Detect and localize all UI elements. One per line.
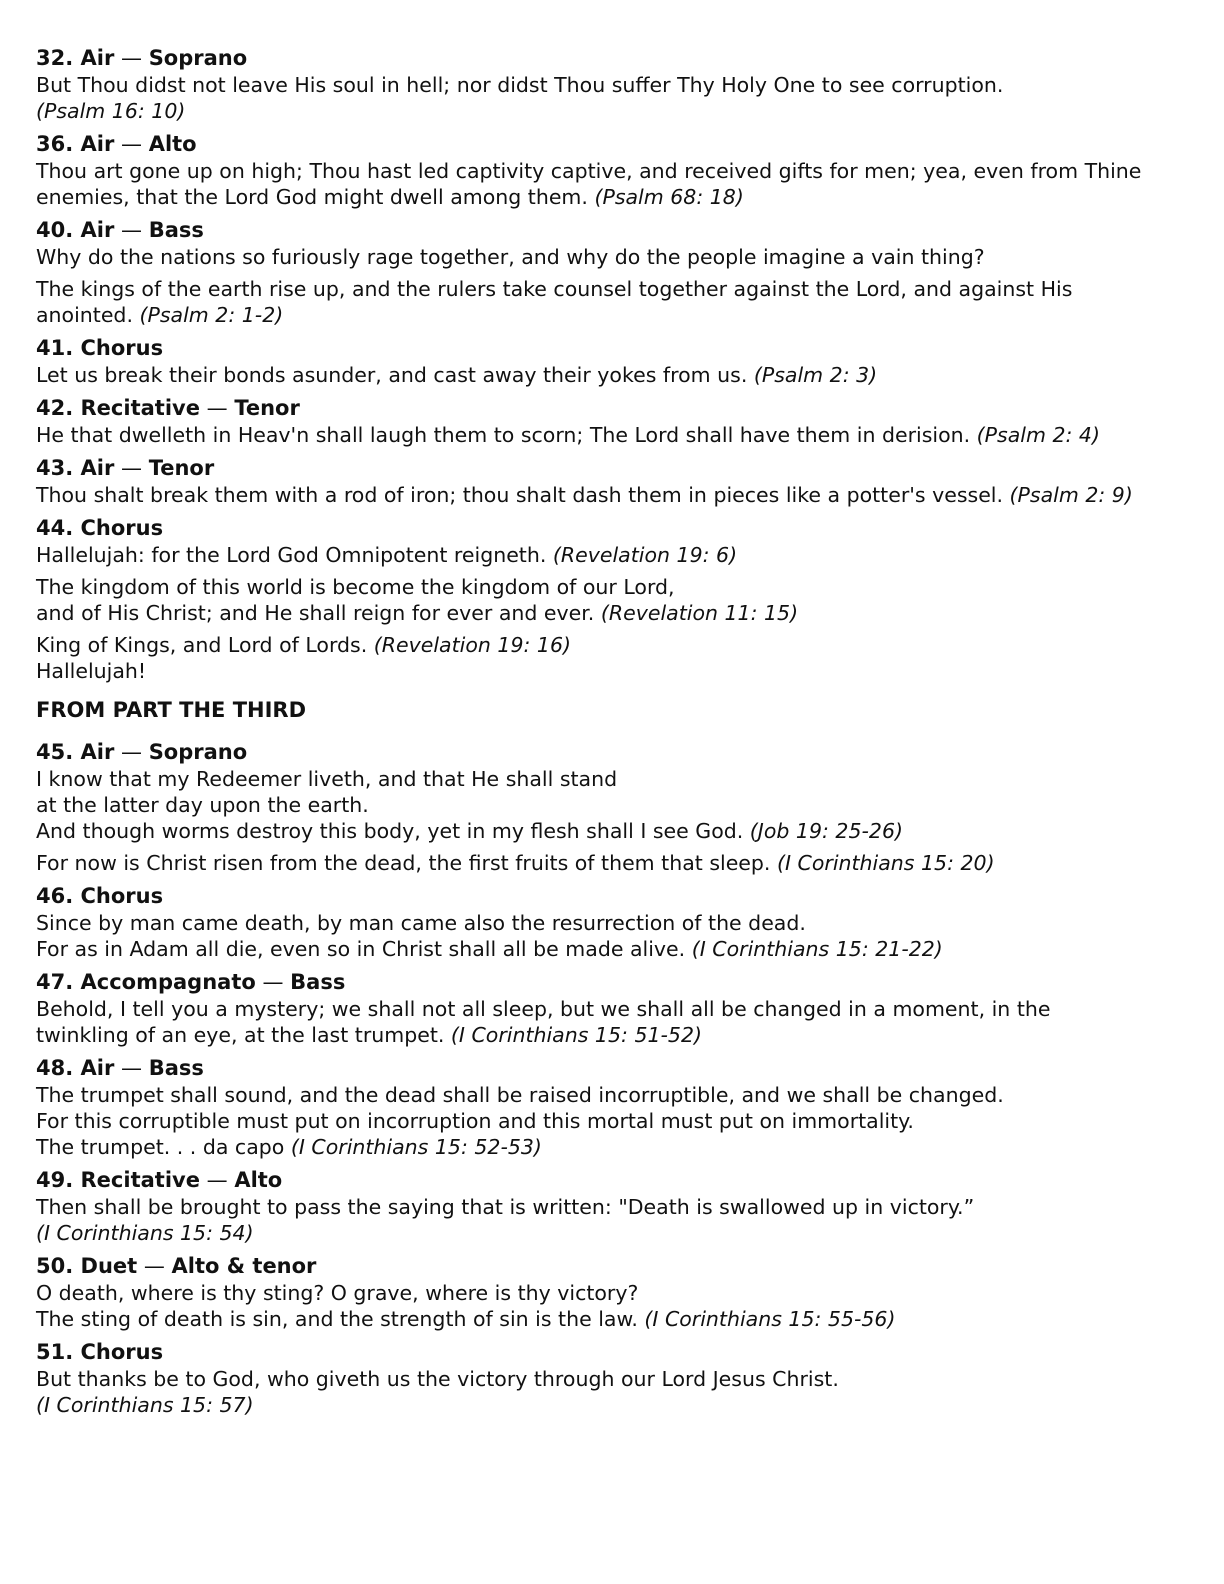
lyric-line	[36, 996, 1194, 1022]
movement-heading	[36, 1166, 1194, 1194]
movement-heading	[36, 334, 1194, 362]
lyric-line	[36, 1280, 1194, 1306]
movement-number: 32. Air	[36, 46, 115, 70]
scripture-reference: (I Corinthians 15: 57)	[36, 1393, 254, 1417]
scripture-reference: (Psalm 2: 1-2)	[139, 303, 284, 327]
lyric-text: For this corruptible must put on incorruption and this mortal must put on immortality.	[36, 1109, 914, 1133]
heading-separator: —	[137, 1254, 172, 1278]
movement-heading	[36, 394, 1194, 422]
scripture-reference: (I Corinthians 15: 20)	[776, 851, 995, 875]
lyric-line	[36, 600, 1194, 626]
movement-entry	[36, 216, 1194, 328]
heading-separator: —	[114, 1056, 149, 1080]
scripture-reference: (Revelation 11: 15)	[600, 601, 799, 625]
lyric-line	[36, 1194, 1194, 1220]
lyric-paragraph	[36, 1194, 1194, 1246]
voice-part: Bass	[148, 1056, 204, 1080]
movement-heading	[36, 44, 1194, 72]
lyric-text: Behold, I tell you a mystery; we shall not all sleep, but we shall all be changed in a moment, in the	[36, 997, 1051, 1021]
movement-number: 49. Recitative	[36, 1168, 200, 1192]
lyric-line	[36, 72, 1194, 98]
lyric-text: Hallelujah: for the Lord God Omnipotent reigneth.	[36, 543, 547, 567]
movement-number: 48. Air	[36, 1056, 115, 1080]
lyric-paragraph	[36, 72, 1194, 124]
lyric-line	[36, 1366, 1194, 1392]
scripture-reference: (Psalm 2: 4)	[976, 423, 1100, 447]
lyric-paragraph	[36, 766, 1194, 844]
lyric-line	[36, 1392, 1194, 1418]
movement-heading	[36, 1054, 1194, 1082]
lyric-line	[36, 792, 1194, 818]
lyric-line	[36, 244, 1194, 270]
lyric-paragraph	[36, 362, 1194, 388]
scripture-reference: (I Corinthians 15: 51-52)	[450, 1023, 703, 1047]
lyric-line	[36, 1134, 1194, 1160]
movement-number: 44. Chorus	[36, 516, 164, 540]
voice-part: Soprano	[148, 46, 248, 70]
heading-separator: —	[114, 46, 149, 70]
scripture-reference: (Revelation 19: 6)	[552, 543, 738, 567]
lyric-text: Thou shalt break them with a rod of iron; thou shalt dash them in pieces like a potter's vessel.	[36, 483, 1004, 507]
lyric-paragraph	[36, 632, 1194, 684]
lyric-line	[36, 658, 1194, 684]
voice-part: Alto & tenor	[171, 1254, 317, 1278]
heading-separator: —	[114, 740, 149, 764]
lyric-paragraph	[36, 422, 1194, 448]
movement-number: 46. Chorus	[36, 884, 164, 908]
movement-heading	[36, 968, 1194, 996]
movement-heading	[36, 514, 1194, 542]
movement-heading	[36, 1252, 1194, 1280]
lyric-text: For as in Adam all die, even so in Christ shall all be made alive.	[36, 937, 686, 961]
movement-entry	[36, 130, 1194, 210]
lyric-paragraph	[36, 158, 1194, 210]
scripture-reference: (I Corinthians 15: 21-22)	[691, 937, 943, 961]
movement-number: 41. Chorus	[36, 336, 164, 360]
lyric-line	[36, 1082, 1194, 1108]
libretto-part-three	[36, 738, 1194, 1418]
lyric-line	[36, 98, 1194, 124]
lyric-line	[36, 482, 1194, 508]
lyric-line	[36, 818, 1194, 844]
section-title: FROM PART THE THIRD	[36, 698, 307, 722]
movement-number: 42. Recitative	[36, 396, 200, 420]
lyric-text: I know that my Redeemer liveth, and that He shall stand	[36, 767, 618, 791]
lyric-line	[36, 936, 1194, 962]
lyric-paragraph	[36, 910, 1194, 962]
movement-number: 47. Accompagnato	[36, 970, 256, 994]
lyric-text: And though worms destroy this body, yet in my flesh shall I see God.	[36, 819, 744, 843]
lyric-text: King of Kings, and Lord of Lords.	[36, 633, 368, 657]
voice-part: Soprano	[148, 740, 248, 764]
movement-entry	[36, 968, 1194, 1048]
movement-heading	[36, 130, 1194, 158]
movement-entry	[36, 1252, 1194, 1332]
lyric-text: The trumpet shall sound, and the dead shall be raised incorruptible, and we shall be changed.	[36, 1083, 1004, 1107]
lyric-line	[36, 850, 1194, 876]
lyric-text: O death, where is thy sting? O grave, where is thy victory?	[36, 1281, 639, 1305]
lyric-line	[36, 184, 1194, 210]
lyric-text: But thanks be to God, who giveth us the victory through our Lord Jesus Christ.	[36, 1367, 839, 1391]
scripture-reference: (Psalm 68: 18)	[594, 185, 744, 209]
heading-separator: —	[114, 456, 149, 480]
lyric-line	[36, 1108, 1194, 1134]
voice-part: Alto	[234, 1168, 283, 1192]
lyric-text: He that dwelleth in Heav'n shall laugh them to scorn; The Lord shall have them in derision.	[36, 423, 971, 447]
lyric-text: and of His Christ; and He shall reign for ever and ever.	[36, 601, 595, 625]
scripture-reference: (Revelation 19: 16)	[373, 633, 571, 657]
lyric-line	[36, 766, 1194, 792]
voice-part: Tenor	[234, 396, 300, 420]
movement-number: 43. Air	[36, 456, 115, 480]
scripture-reference: (I Corinthians 15: 55-56)	[644, 1307, 896, 1331]
lyric-text: The sting of death is sin, and the strength of sin is the law.	[36, 1307, 638, 1331]
lyric-text: For now is Christ risen from the dead, the first fruits of them that sleep.	[36, 851, 771, 875]
lyric-paragraph	[36, 244, 1194, 270]
movement-entry	[36, 394, 1194, 448]
movement-number: 50. Duet	[36, 1254, 138, 1278]
movement-heading	[36, 738, 1194, 766]
lyric-text: The kings of the earth rise up, and the rulers take counsel together against the Lord, and against His	[36, 277, 1073, 301]
lyric-text: Thou art gone up on high; Thou hast led captivity captive, and received gifts for men; yea, even from Thine	[36, 159, 1142, 183]
lyric-paragraph	[36, 850, 1194, 876]
lyric-paragraph	[36, 482, 1194, 508]
lyric-line	[36, 1306, 1194, 1332]
scripture-reference: (Psalm 2: 3)	[753, 363, 878, 387]
lyric-text: Since by man came death, by man came also the resurrection of the dead.	[36, 911, 806, 935]
lyric-text: at the latter day upon the earth.	[36, 793, 369, 817]
movement-number: 40. Air	[36, 218, 115, 242]
lyric-paragraph	[36, 276, 1194, 328]
movement-heading	[36, 882, 1194, 910]
lyric-line	[36, 1022, 1194, 1048]
lyric-text: Hallelujah!	[36, 659, 147, 683]
heading-separator: —	[199, 1168, 235, 1192]
movement-heading	[36, 1338, 1194, 1366]
movement-number: 51. Chorus	[36, 1340, 164, 1364]
lyric-line	[36, 632, 1194, 658]
lyric-paragraph	[36, 1280, 1194, 1332]
lyric-text: Then shall be brought to pass the saying that is written: "Death is swallowed up in victory.”	[36, 1195, 975, 1219]
movement-entry	[36, 1338, 1194, 1418]
lyric-line	[36, 422, 1194, 448]
voice-part: Alto	[148, 132, 197, 156]
heading-separator: —	[114, 218, 149, 242]
movement-entry	[36, 1166, 1194, 1246]
lyric-text: enemies, that the Lord God might dwell among them.	[36, 185, 588, 209]
voice-part: Tenor	[148, 456, 215, 480]
movement-entry	[36, 882, 1194, 962]
voice-part: Bass	[290, 970, 346, 994]
scripture-reference: (I Corinthians 15: 54)	[36, 1221, 254, 1245]
scripture-reference: (Psalm 16: 10)	[36, 99, 186, 123]
lyric-paragraph	[36, 574, 1194, 626]
movement-entry	[36, 514, 1194, 684]
lyric-line	[36, 276, 1194, 302]
heading-separator: —	[199, 396, 235, 420]
movement-entry	[36, 44, 1194, 124]
lyric-line	[36, 302, 1194, 328]
lyric-text: anointed.	[36, 303, 133, 327]
lyric-line	[36, 1220, 1194, 1246]
movement-number: 36. Air	[36, 132, 115, 156]
movement-entry	[36, 454, 1194, 508]
movement-entry	[36, 1054, 1194, 1160]
scripture-reference: (I Corinthians 15: 52-53)	[290, 1135, 542, 1159]
movement-number: 45. Air	[36, 740, 115, 764]
lyric-text: The trumpet. . . da capo	[36, 1135, 285, 1159]
scripture-reference: (Psalm 2: 9)	[1009, 483, 1133, 507]
heading-separator: —	[114, 132, 149, 156]
lyric-text: Let us break their bonds asunder, and cast away their yokes from us.	[36, 363, 748, 387]
movement-heading	[36, 454, 1194, 482]
lyric-text: But Thou didst not leave His soul in hell; nor didst Thou suffer Thy Holy One to see corruption.	[36, 73, 1004, 97]
scripture-reference: (Job 19: 25-26)	[749, 819, 903, 843]
lyric-paragraph	[36, 1082, 1194, 1160]
voice-part: Bass	[148, 218, 204, 242]
lyric-text: Why do the nations so furiously rage together, and why do the people imagine a vain thing?	[36, 245, 985, 269]
lyric-text: twinkling of an eye, at the last trumpet.	[36, 1023, 445, 1047]
lyric-line	[36, 362, 1194, 388]
lyric-line	[36, 910, 1194, 936]
lyric-line	[36, 574, 1194, 600]
lyric-paragraph	[36, 996, 1194, 1048]
movement-heading	[36, 216, 1194, 244]
libretto-part-two	[36, 44, 1194, 684]
heading-separator: —	[255, 970, 291, 994]
lyric-paragraph	[36, 542, 1194, 568]
lyric-paragraph	[36, 1366, 1194, 1418]
lyric-line	[36, 158, 1194, 184]
movement-entry	[36, 738, 1194, 876]
lyric-line	[36, 542, 1194, 568]
lyric-text: The kingdom of this world is become the kingdom of our Lord,	[36, 575, 675, 599]
movement-entry	[36, 334, 1194, 388]
